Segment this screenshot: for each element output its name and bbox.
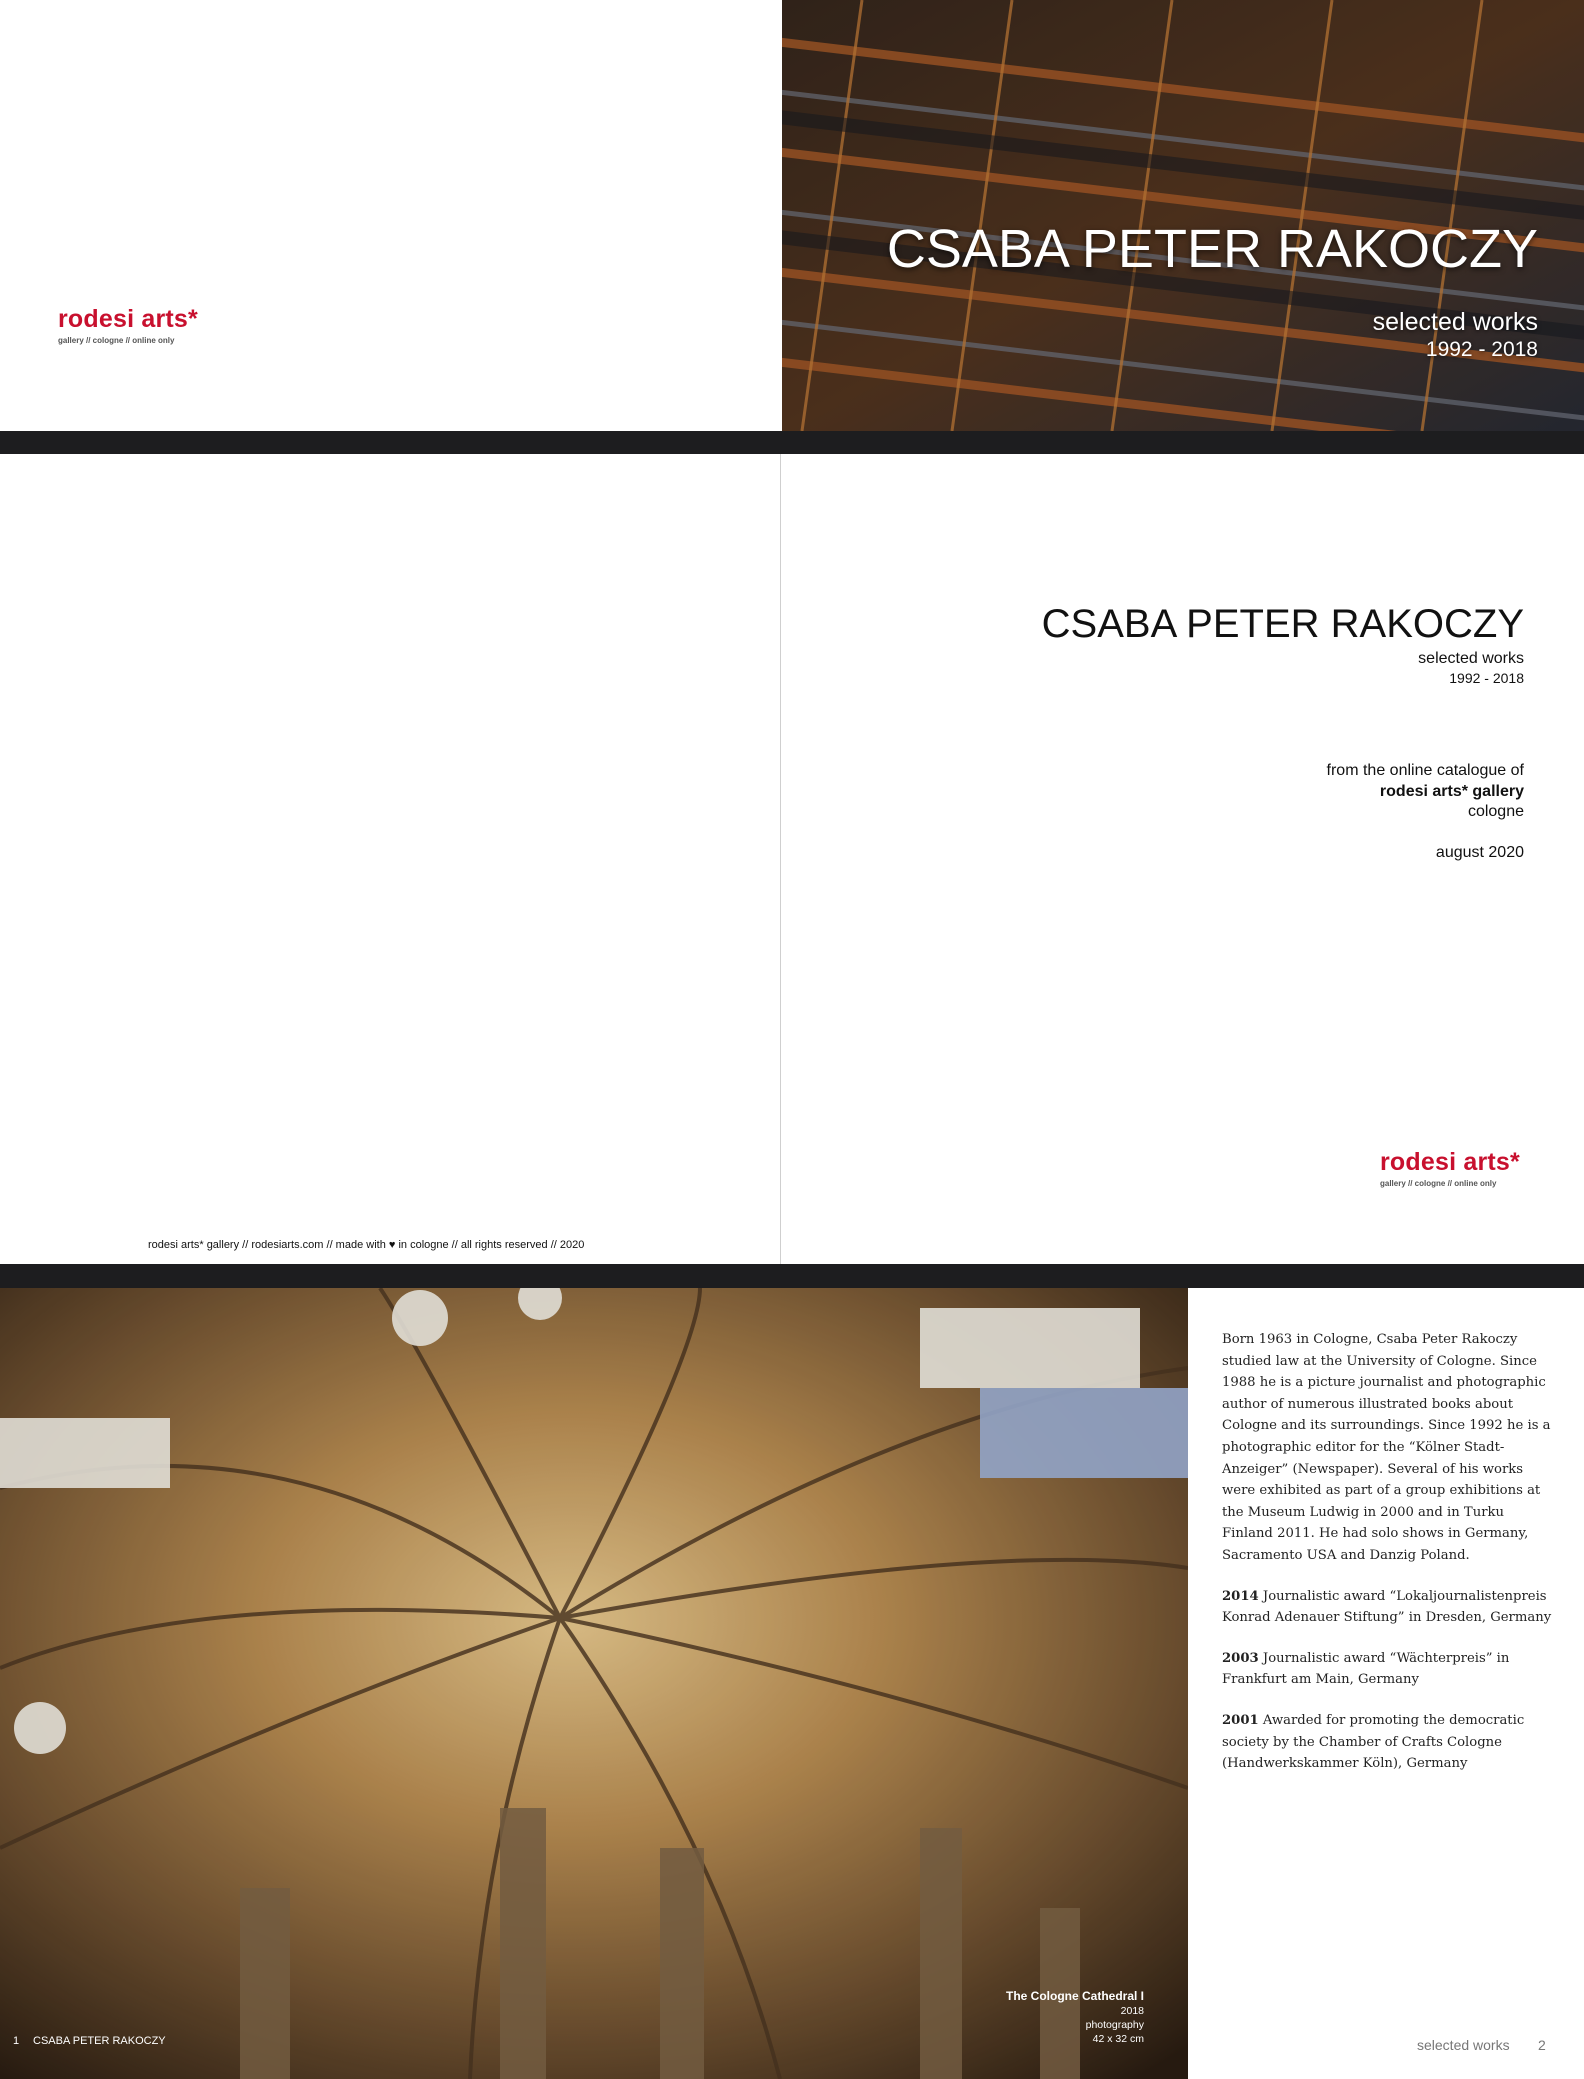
artwork-dimensions: 42 x 32 cm — [1092, 2033, 1144, 2045]
award-entry — [1222, 1710, 1552, 1775]
artwork-year: 2018 — [1120, 2005, 1144, 2017]
cover-years: 1992 - 2018 — [1425, 338, 1538, 361]
award-entry — [1222, 1586, 1552, 1629]
artist-biography — [1222, 1329, 1552, 1794]
page-divider — [780, 454, 781, 1264]
title-spread — [0, 454, 1584, 1264]
cover-spread — [0, 0, 1584, 431]
cover-title: CSABA PETER RAKOCZY — [886, 219, 1538, 279]
logo-tagline: gallery // cologne // online only — [1380, 1179, 1497, 1188]
industrial-cover-photo — [782, 0, 1584, 431]
logo-wordmark: rodesi arts* — [58, 305, 198, 333]
catalogue-gallery-name: rodesi arts* gallery — [1379, 783, 1524, 800]
catalogue-date: august 2020 — [1435, 844, 1524, 861]
right-page-number: 2 — [1538, 2037, 1546, 2053]
title-page-subtitle: selected works — [1418, 650, 1524, 667]
right-running-head: selected works — [1417, 2037, 1510, 2053]
artwork-title: The Cologne Cathedral I — [1005, 1989, 1144, 2003]
left-running-head: CSABA PETER RAKOCZY — [33, 2035, 166, 2047]
logo-wordmark: rodesi arts* — [1380, 1148, 1520, 1176]
logo-tagline: gallery // cologne // online only — [58, 336, 175, 345]
catalogue-city: cologne — [1467, 803, 1524, 820]
award-text: Awarded for promoting the democratic society by the Chamber of Crafts Cologne (Handwerkskammer Köln), Germany — [1222, 1712, 1525, 1772]
award-entry — [1222, 1648, 1552, 1691]
award-text: Journalistic award “Wächterpreis” in Frankfurt am Main, Germany — [1222, 1650, 1510, 1688]
cover-subtitle: selected works — [1372, 308, 1538, 336]
left-page-number: 1 — [13, 2035, 20, 2047]
bio-intro: Born 1963 in Cologne, Csaba Peter Rakoczy studied law at the University of Cologne. Since 1988 he is a picture journalist and photographic author of numerous illustrated books about Cologne and its surroundings. Since 1992 he is a photographic editor for the “Kölner Stadt-Anzeiger” (Newspaper). Several of his works were exhibited as part of a group exhibitions at the Museum Ludwig in 2000 and in Turku Finland 2011. He had solo shows in Germany, Sacramento USA and Danzig Poland. — [1222, 1332, 1551, 1563]
title-page-heading: CSABA PETER RAKOCZY — [1041, 602, 1524, 646]
artwork-spread — [0, 1288, 1584, 2079]
artwork-medium: photography — [1085, 2019, 1144, 2031]
cathedral-vault-photo — [0, 1288, 1188, 2079]
copyright-footer: rodesi arts* gallery // rodesiarts.com // made with ♥ in cologne // all rights reserved // 2020 — [148, 1239, 585, 1251]
award-year: 2003 — [1222, 1650, 1259, 1666]
award-text: Journalistic award “Lokaljournalistenpreis Konrad Adenauer Stiftung” in Dresden, Germany — [1222, 1588, 1552, 1626]
catalogue-from-line: from the online catalogue of — [1326, 762, 1524, 779]
award-year: 2001 — [1222, 1712, 1259, 1728]
title-page-years: 1992 - 2018 — [1449, 670, 1524, 686]
award-year: 2014 — [1222, 1588, 1259, 1604]
